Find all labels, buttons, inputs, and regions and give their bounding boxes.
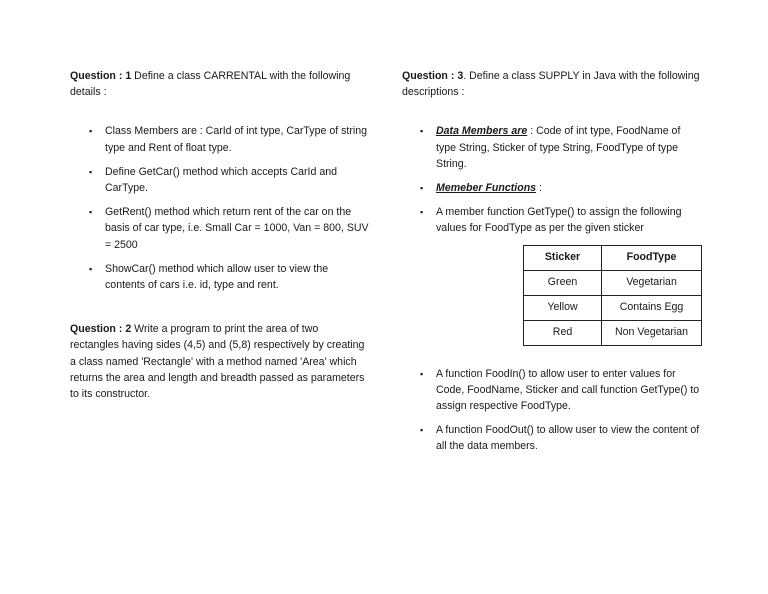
question-3-list-continued [402,366,706,455]
right-column [402,68,702,463]
gettype-text: A member function GetType() to assign the following values for FoodType as per the given sticker [436,206,682,235]
list-item-text: ShowCar() method which allow user to view the contents of cars i.e. id, type and rent. [105,262,329,292]
question-3-text: . Define a class SUPPLY in Java with the following descriptions : [402,70,700,99]
list-item [89,123,370,155]
table-cell: Non Vegetarian [602,320,702,345]
list-item [89,204,370,253]
member-functions-colon: : [536,182,542,195]
bullet-icon: ▪ [89,126,93,137]
member-functions-label: Memeber Functions [436,182,537,195]
table-cell: Green [524,270,602,295]
question-3-label: Question : 3 [402,70,464,82]
bullet-icon: ▪ [420,368,424,379]
question-1-list [70,123,370,293]
table-row [524,320,702,345]
list-item-text: A function FoodIn() to allow user to enter values for Code, FoodName, Sticker and call function GetType() to assign respective FoodType. [436,367,700,413]
question-2 [70,321,370,402]
list-item [89,261,370,293]
question-1-intro [70,68,370,100]
bullet-icon: ▪ [420,183,424,194]
question-3-intro [402,68,702,100]
table-cell: Contains Egg [602,295,702,320]
left-column [70,68,370,402]
table-row [524,270,702,295]
data-members-label: Data Members are [436,125,528,138]
list-item-text: Define GetCar() method which accepts CarId and CarType. [105,165,337,195]
bullet-icon: ▪ [89,207,93,218]
bullet-icon: ▪ [420,126,424,137]
list-item [420,366,706,415]
question-2-label: Question : 2 [70,323,132,336]
question-1-text: Define a class CARRENTAL with the following details : [70,70,351,99]
list-item-text: GetRent() method which return rent of the car on the basis of car type, i.e. Small Car = 1000, Van = 800, SUV = 2500 [105,206,369,251]
list-item [420,180,696,196]
table-cell: Vegetarian [602,270,702,295]
table-row [524,295,702,320]
table-header-row [524,245,702,270]
list-item [420,123,696,172]
data-members-text: : Code of int type, FoodName of type String, Sticker of type String, FoodType of type String. [436,125,681,170]
list-item [89,164,370,196]
bullet-icon: ▪ [420,425,424,436]
question-1-label: Question : 1 [70,70,132,82]
table-header-sticker: Sticker [524,245,602,270]
bullet-icon: ▪ [89,263,93,274]
bullet-icon: ▪ [420,207,424,218]
sticker-foodtype-table [523,245,702,346]
table-cell: Yellow [524,295,602,320]
table-cell: Red [524,320,602,345]
list-item [420,204,696,236]
question-3-list [402,123,696,236]
list-item-text: Class Members are : CarId of int type, CarType of string type and Rent of float type. [105,125,367,154]
question-2-text: Write a program to print the area of two rectangles having sides (4,5) and (5,8) respectively by creating a class named 'Rectangle' with a method named 'Area' which returns the area and length and breadth passed as parameters to its constructor. [70,323,365,401]
table-header-foodtype: FoodType [602,245,702,270]
list-item-text: A function FoodOut() to allow user to view the content of all the data members. [436,424,700,453]
list-item [420,422,706,454]
bullet-icon: ▪ [89,166,93,177]
